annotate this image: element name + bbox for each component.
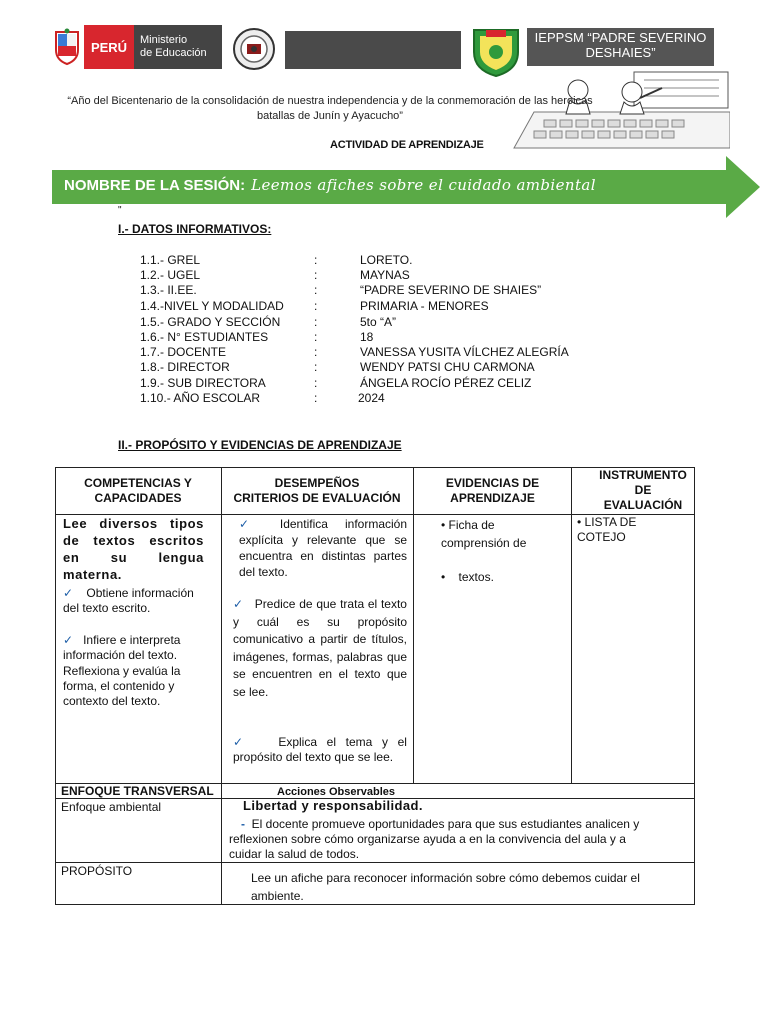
- info-colon: :: [314, 330, 318, 344]
- school-name: IEPPSM “PADRE SEVERINO DESHAIES”: [527, 28, 714, 66]
- session-banner: [64, 176, 596, 194]
- info-colon: :: [314, 315, 318, 329]
- desempeno-text: Explica el tema y el propósito del texto que se lee.: [233, 735, 407, 764]
- info-value: PRIMARIA - MENORES: [360, 299, 489, 313]
- check-icon: ✓: [239, 517, 263, 531]
- info-value: 18: [360, 330, 374, 344]
- desempeno-predice: [233, 596, 407, 701]
- ministry-label: Ministerio de Educación: [134, 25, 222, 69]
- evidencia-ficha: [441, 517, 551, 552]
- capacidad-obtiene: [63, 586, 213, 616]
- year-motto: “Año del Bicentenario de la consolidación de nuestra independencia y de la conmemoración de las heroicas batallas de Junín y Ayacucho”: [67, 95, 593, 122]
- accion-observable: [229, 817, 659, 862]
- info-value: “PADRE SEVERINO DE SHAIES”: [360, 283, 542, 297]
- info-value: WENDY PATSI CHU CARMONA: [360, 360, 535, 374]
- info-label: 1.6.- N° ESTUDIANTES: [140, 330, 269, 344]
- check-icon: ✓: [63, 633, 74, 647]
- datos-title: I.- DATOS INFORMATIVOS:: [118, 222, 272, 236]
- desempeno-identifica: [239, 516, 407, 580]
- info-label: 1.8.- DIRECTOR: [140, 360, 230, 374]
- minedu-logo: [50, 25, 222, 69]
- info-colon: :: [314, 376, 318, 390]
- stray-quote-mark: ": [118, 205, 122, 216]
- info-label: 1.7.- DOCENTE: [140, 345, 227, 359]
- info-value: LORETO.: [360, 253, 413, 267]
- peru-label: PERÚ: [84, 25, 134, 69]
- info-label: 1.4.-NIVEL Y MODALIDAD: [140, 299, 284, 313]
- dash-bullet-icon: -: [241, 817, 245, 831]
- header-placeholder-box: [285, 31, 461, 69]
- check-icon: ✓: [63, 586, 74, 600]
- desempeno-explica: [233, 735, 407, 765]
- info-colon: :: [314, 253, 318, 267]
- evidencia-text: Ficha de comprensión de: [441, 518, 527, 550]
- instrumento-text: LISTA DE COTEJO: [577, 515, 637, 544]
- info-label: 1.3.- II.EE.: [140, 283, 197, 297]
- info-colon: :: [314, 268, 318, 282]
- info-colon: :: [314, 345, 318, 359]
- desempeno-text: Predice de que trata el texto y cuál es su propósito comunicativo a partir de títulos, imágenes, formas, palabras que se encuentren en el texto que se lee.: [233, 597, 407, 699]
- info-label: 1.9.- SUB DIRECTORA: [140, 376, 266, 390]
- evidence-table: [55, 467, 695, 905]
- header-desempenos: [223, 476, 411, 506]
- header-desempenos-line2: CRITERIOS DE EVALUACIÓN: [233, 491, 401, 505]
- competencia-text: Lee diversos tipos de textos escritos en su lengua materna.: [63, 516, 204, 582]
- desempeno-text: Identifica información explícita y relevante que se encuentra en distintas partes del texto.: [239, 517, 407, 579]
- info-label: 1.1.- GREL: [140, 253, 201, 267]
- header-evidencias: EVIDENCIAS DE APRENDIZAJE: [445, 476, 540, 505]
- info-colon: :: [314, 283, 318, 297]
- info-value: 5to “A”: [360, 315, 397, 329]
- check-icon: ✓: [233, 735, 250, 749]
- info-colon: :: [314, 391, 318, 405]
- check-icon: ✓: [233, 597, 244, 611]
- bullet-icon: •: [577, 515, 582, 529]
- header-desempenos-line1: DESEMPEÑOS: [274, 476, 360, 490]
- regional-seal-icon: [232, 27, 276, 71]
- peru-coat-of-arms-icon: [50, 25, 84, 69]
- info-label: 1.2.- UGEL: [140, 268, 201, 282]
- enfoque-ambiental: Enfoque ambiental: [61, 800, 162, 814]
- accion-text: El docente promueve oportunidades para que sus estudiantes analicen y reflexionen sobre cómo organizarse ayuda a en la convivencia del aula y a cuidar la salud de todos.: [229, 817, 640, 861]
- capacidad-text: Obtiene información del texto escrito.: [63, 586, 194, 615]
- proposito-title: II.- PROPÓSITO Y EVIDENCIAS DE APRENDIZAJE: [118, 438, 402, 452]
- info-value: VANESSA YUSITA VÍLCHEZ ALEGRÍA: [360, 345, 569, 359]
- proposito-label: PROPÓSITO: [61, 864, 133, 878]
- info-value: ÁNGELA ROCÍO PÉREZ CELIZ: [360, 376, 532, 390]
- proposito-text: Lee un afiche para reconocer información sobre cómo debemos cuidar el ambiente.: [251, 871, 640, 903]
- info-value: MAYNAS: [360, 268, 410, 282]
- info-label: 1.5.- GRADO Y SECCIÓN: [140, 315, 281, 329]
- evidencia-textos: [441, 570, 551, 585]
- info-value: 2024: [358, 391, 385, 405]
- session-label: NOMBRE DE LA SESIÓN:: [64, 177, 246, 194]
- capacidad-text: Infiere e interpreta información del texto.: [63, 633, 181, 662]
- header-competencias: COMPETENCIAS Y CAPACIDADES: [84, 476, 192, 505]
- bullet-icon: •: [441, 518, 446, 532]
- session-name: Leemos afiches sobre el cuidado ambiental: [251, 176, 596, 194]
- evidencia-text: textos.: [458, 570, 494, 584]
- bullet-icon: •: [441, 570, 446, 584]
- instrumento-lista: [577, 515, 687, 545]
- activity-title: ACTIVIDAD DE APRENDIZAJE: [330, 139, 484, 151]
- valor-libertad: Libertad y responsabilidad.: [243, 798, 423, 813]
- acciones-header: Acciones Observables: [277, 786, 396, 798]
- info-colon: :: [314, 299, 318, 313]
- info-colon: :: [314, 360, 318, 374]
- header-instrumento: INSTRUMENTO DE EVALUACIÓN: [599, 468, 687, 512]
- enfoque-header: ENFOQUE TRANSVERSAL: [61, 784, 214, 798]
- info-label: 1.10.- AÑO ESCOLAR: [140, 391, 261, 405]
- capacidad-reflexiona: Reflexiona y evalúa la forma, el contenido y contexto del texto.: [63, 664, 181, 708]
- capacidad-infiere: [63, 633, 213, 663]
